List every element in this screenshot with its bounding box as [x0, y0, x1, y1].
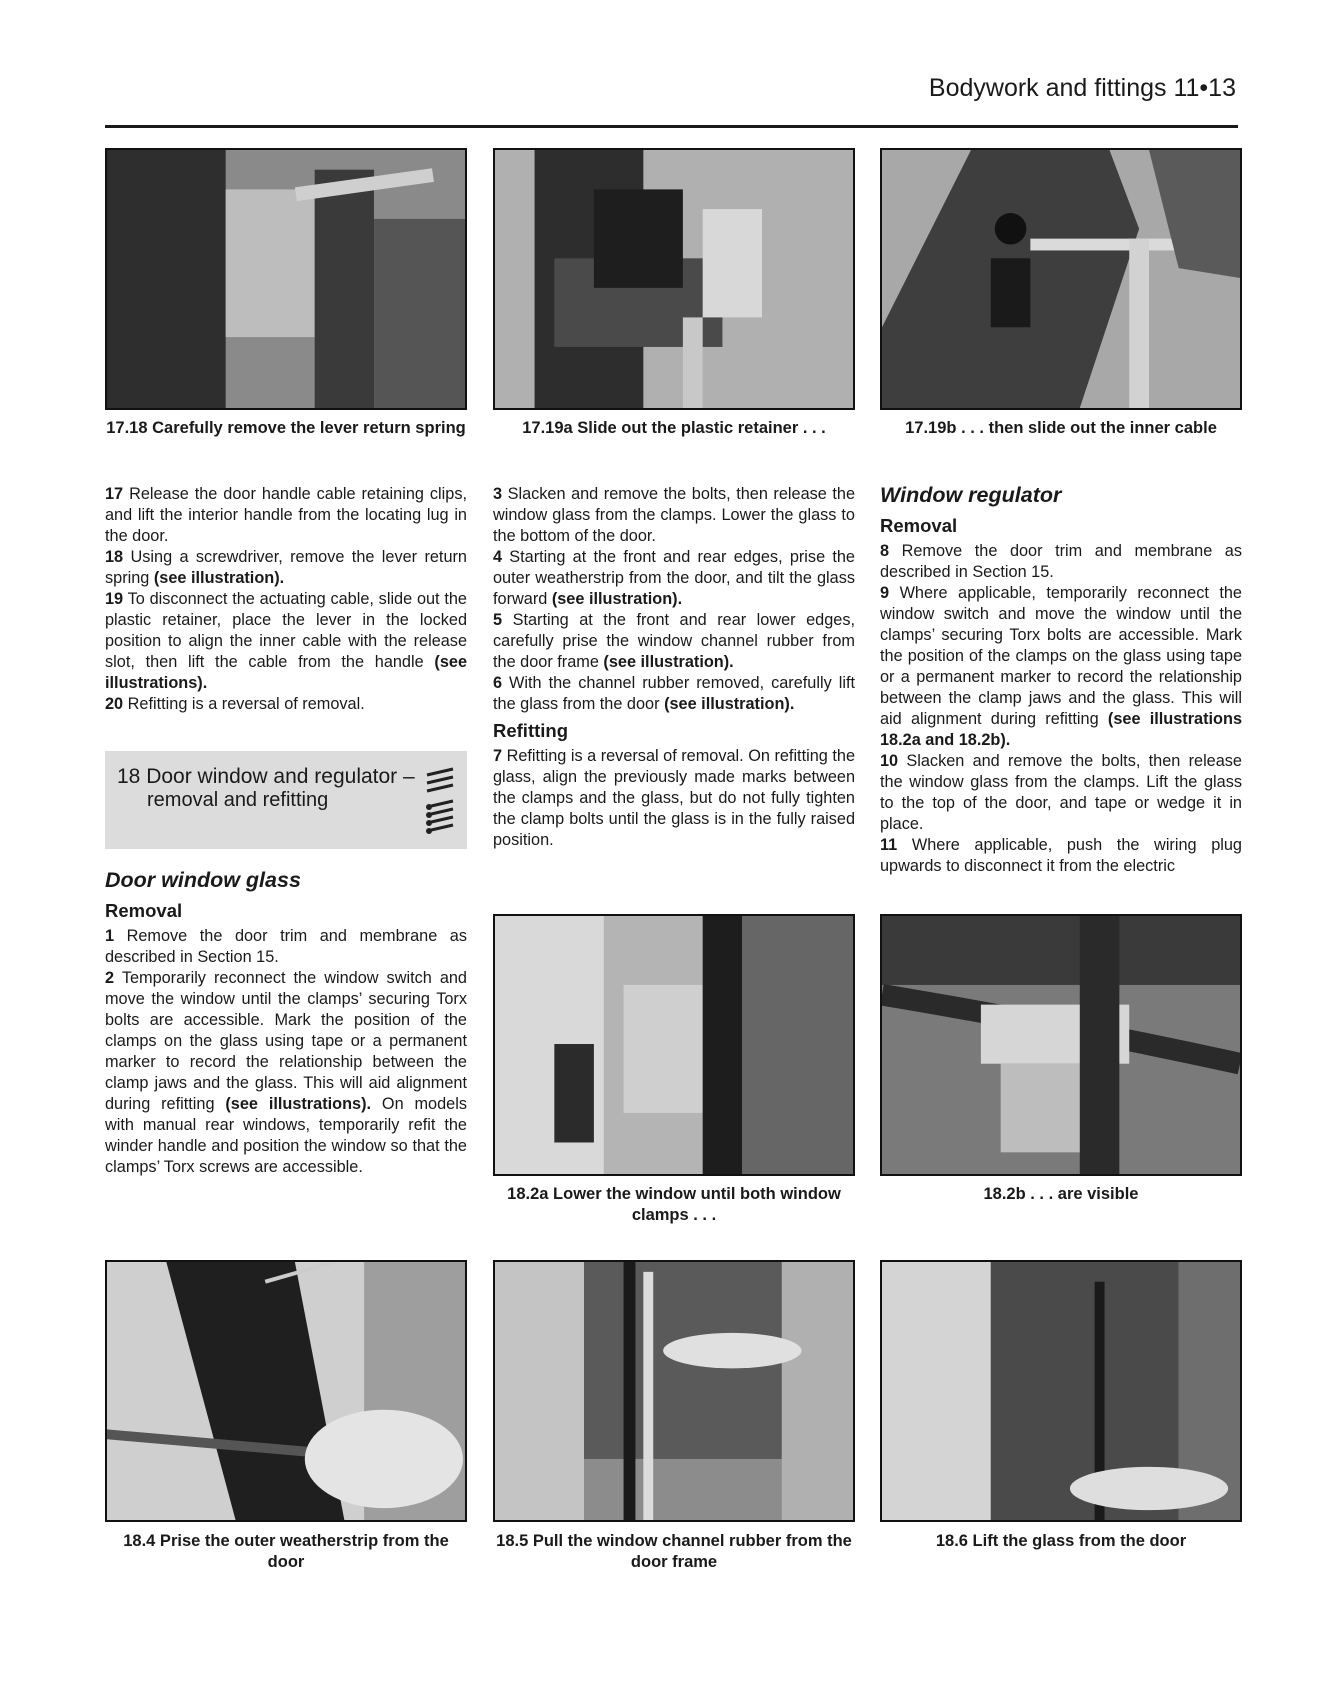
photo-18-5: [493, 1260, 855, 1522]
caption-18-2b: 18.2b . . . are visible: [983, 1185, 1139, 1203]
paragraph-11: 11 Where applicable, push the wiring plug upwards to disconnect it from the electric: [880, 836, 1242, 875]
photo-17-19a: [493, 148, 855, 410]
paragraph-8: 8 Remove the door trim and membrane as described in Section 15.: [880, 542, 1242, 581]
page-title: Bodywork and fittings 11•13: [928, 74, 1236, 102]
caption-17-19b: 17.19b . . . then slide out the inner cable: [905, 419, 1217, 437]
paragraph-20: 20 Refitting is a reversal of removal.: [105, 695, 365, 713]
column-2: [493, 484, 855, 851]
photo-18-2b: [880, 914, 1242, 1176]
heading-removal: Removal: [105, 900, 183, 921]
paragraph-5: 5 Starting at the front and rear lower edges, carefully prise the window channel rubber from the door frame (see illustration).: [493, 611, 855, 671]
photo-17-18: [105, 148, 467, 410]
section-number: 18: [117, 765, 141, 788]
paragraph-17: 17 Release the door handle cable retaining clips, and lift the interior handle from the locating lug in the door.: [105, 485, 467, 545]
photo-17-19b: [880, 148, 1242, 410]
section-title: Door window and regulator –: [146, 765, 415, 788]
paragraph-1: 1 Remove the door trim and membrane as described in Section 15.: [105, 927, 467, 966]
paragraph-19: 19 To disconnect the actuating cable, slide out the plastic retainer, place the lever in the locked position to align the inner cable with the release slot, then lift the cable from the handle (see illustrations).: [105, 590, 467, 692]
photo-18-6: [880, 1260, 1242, 1522]
caption-18-4: 18.4 Prise the outer weatherstrip from the door: [123, 1532, 449, 1571]
caption-18-2a: 18.2a Lower the window until both window clamps . . .: [507, 1185, 841, 1224]
photo-18-2a: [493, 914, 855, 1176]
photo-18-4: [105, 1260, 467, 1522]
paragraph-3: 3 Slacken and remove the bolts, then release the window glass from the clamps. Lower the glass to the bottom of the door.: [493, 485, 855, 545]
caption-18-6: 18.6 Lift the glass from the door: [935, 1532, 1187, 1550]
paragraph-6: 6 With the channel rubber removed, carefully lift the glass from the door (see illustration).: [493, 674, 855, 713]
page-header: [105, 70, 1238, 128]
paragraph-18: 18 Using a screwdriver, remove the lever return spring (see illustration).: [105, 548, 467, 587]
heading-door-window-glass: Door window glass: [105, 868, 301, 892]
column-1-upper: [105, 484, 467, 715]
column-1-lower: [105, 867, 467, 1178]
heading-refitting: Refitting: [493, 720, 569, 741]
paragraph-9: 9 Where applicable, temporarily reconnect the window switch and move the window until the clamps’ securing Torx bolts are accessible. Mark the position of the clamps on the glass using tape or a permanent marker to record the relationship between the clamp jaws and the glass. This will aid alignment during refitting (see illustrations 18.2a and 18.2b).: [880, 584, 1242, 749]
caption-17-18: 17.18 Carefully remove the lever return spring: [106, 419, 466, 437]
heading-removal-regulator: Removal: [880, 515, 958, 536]
paragraph-7: 7 Refitting is a reversal of removal. On refitting the glass, align the previously made marks between the clamps and the glass, but do not fully tighten the clamp bolts until the glass is in the fully raised position.: [493, 747, 855, 849]
paragraph-4: 4 Starting at the front and rear edges, prise the outer weatherstrip from the door, and tilt the glass forward (see illustration).: [493, 548, 855, 608]
heading-window-regulator: Window regulator: [880, 483, 1062, 507]
caption-17-19a: 17.19a Slide out the plastic retainer . . .: [522, 419, 826, 437]
paragraph-10: 10 Slacken and remove the bolts, then release the window glass from the clamps. Lift the glass to the top of the door, and tape or wedge it in place.: [880, 752, 1242, 833]
section-subtitle: removal and refitting: [147, 789, 329, 811]
paragraph-2: 2 Temporarily reconnect the window switch and move the window until the clamps’ securing Torx bolts are accessible. Mark the position of the clamps on the glass using tape or a permanent marker to record the relationship between the clamp jaws and the glass. This will aid alignment during refitting (see illustrations). On models with manual rear windows, temporarily refit the winder handle and position the window so that the clamps’ Torx screws are accessible.: [105, 969, 467, 1176]
caption-18-5: 18.5 Pull the window channel rubber from the door frame: [496, 1532, 852, 1571]
difficulty-spanner-icon: [423, 767, 457, 839]
column-3: [880, 482, 1242, 877]
section-18-heading: [105, 751, 467, 849]
